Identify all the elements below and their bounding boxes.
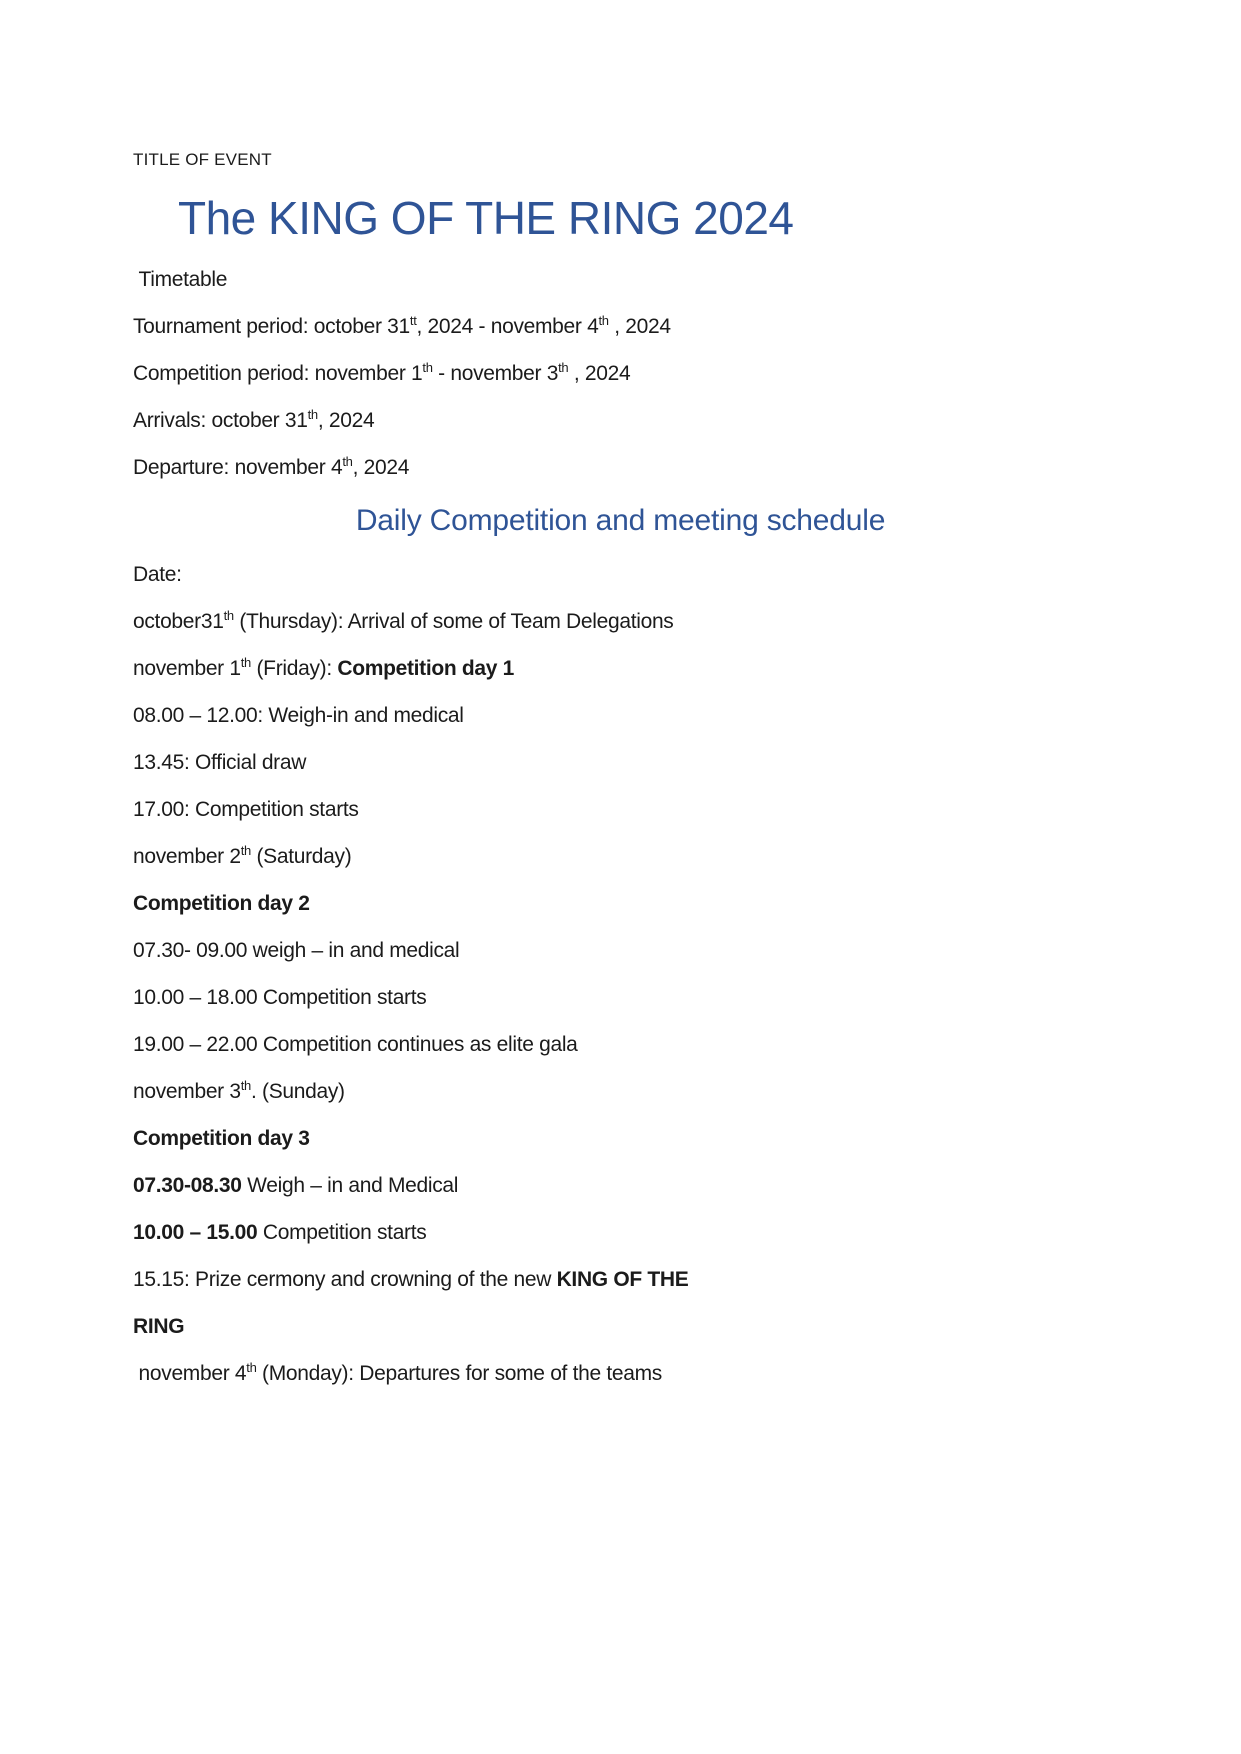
timetable-label xyxy=(133,266,1108,293)
day2-weighin-text: 07.30- 09.00 weigh – in and medical xyxy=(133,939,460,962)
nov4-departures-text: november 4 xyxy=(133,1362,247,1385)
competition-period-text: Competition period: november 1 xyxy=(133,362,423,385)
day2-weighin xyxy=(133,937,1108,964)
kicker xyxy=(133,150,1108,170)
departure-text: , 2024 xyxy=(352,456,410,479)
day2-title-text: Competition day 2 xyxy=(133,892,310,915)
nov1-header-text: th xyxy=(240,655,251,670)
tournament-period-text: th xyxy=(598,313,609,328)
nov3-header-text: november 3 xyxy=(133,1080,241,1103)
nov3-header-text: th xyxy=(240,1078,251,1093)
day3-prize-cont xyxy=(133,1313,1108,1340)
tournament-period-text: Tournament period: october 31 xyxy=(133,315,410,338)
day2-gala-text: 19.00 – 22.00 Competition continues as elite gala xyxy=(133,1033,578,1056)
day1-start-text: 17.00: Competition starts xyxy=(133,798,359,821)
departure-text: th xyxy=(342,454,353,469)
nov2-header-text: (Saturday) xyxy=(250,845,352,868)
nov1-header-text: november 1 xyxy=(133,657,241,680)
kicker-text: TITLE OF EVENT xyxy=(133,150,272,169)
nov3-header-text: . (Sunday) xyxy=(250,1080,345,1103)
departure xyxy=(133,454,1108,481)
day3-title xyxy=(133,1125,1108,1152)
arrivals xyxy=(133,407,1108,434)
day2-start xyxy=(133,984,1108,1011)
tournament-period-text: , 2024 - november 4 xyxy=(416,315,599,338)
tournament-period-text: tt xyxy=(409,313,417,328)
competition-period-text: th xyxy=(558,360,569,375)
nov1-header xyxy=(133,655,1108,682)
nov1-header-text: (Friday): xyxy=(250,657,338,680)
oct31-arrival xyxy=(133,608,1108,635)
nov4-departures-text: th xyxy=(246,1360,257,1375)
day2-title xyxy=(133,890,1108,917)
nov4-departures-text: (Monday): Departures for some of the teams xyxy=(256,1362,662,1385)
date-label xyxy=(133,561,1108,588)
day3-prize-text: KING OF THE xyxy=(556,1268,689,1291)
tournament-period-text: , 2024 xyxy=(608,315,671,338)
day1-weighin-text: 08.00 – 12.00: Weigh-in and medical xyxy=(133,704,464,727)
day3-prize xyxy=(133,1266,1108,1293)
tournament-period xyxy=(133,313,1108,340)
oct31-arrival-text: october31 xyxy=(133,610,224,633)
day3-start-text: 10.00 – 15.00 xyxy=(133,1221,258,1244)
day1-draw xyxy=(133,749,1108,776)
day1-draw-text: 13.45: Official draw xyxy=(133,751,307,774)
day3-start xyxy=(133,1219,1108,1246)
document-title xyxy=(133,190,1108,246)
day3-prize-text: 15.15: Prize cermony and crowning of the new xyxy=(133,1268,557,1291)
section-heading xyxy=(133,501,1108,541)
day2-start-text: 10.00 – 18.00 Competition starts xyxy=(133,986,427,1009)
nov2-header-text: th xyxy=(240,843,251,858)
nov3-header xyxy=(133,1078,1108,1105)
arrivals-text: Arrivals: october 31 xyxy=(133,409,308,432)
arrivals-text: th xyxy=(307,407,318,422)
departure-text: Departure: november 4 xyxy=(133,456,343,479)
arrivals-text: , 2024 xyxy=(317,409,375,432)
oct31-arrival-text: th xyxy=(223,608,234,623)
oct31-arrival-text: (Thursday): Arrival of some of Team Delegations xyxy=(233,610,674,633)
competition-period-text: , 2024 xyxy=(568,362,631,385)
nov2-header-text: november 2 xyxy=(133,845,241,868)
competition-period-text: - november 3 xyxy=(432,362,559,385)
nov1-header-text: Competition day 1 xyxy=(337,657,515,680)
day1-weighin xyxy=(133,702,1108,729)
document-title-text: The KING OF THE RING 2024 xyxy=(178,192,794,244)
section-heading-text: Daily Competition and meeting schedule xyxy=(355,504,886,537)
timetable-label-text: Timetable xyxy=(133,268,228,291)
day3-prize-cont-text: RING xyxy=(133,1315,185,1338)
day3-start-text: Competition starts xyxy=(257,1221,427,1244)
day3-title-text: Competition day 3 xyxy=(133,1127,310,1150)
nov2-header xyxy=(133,843,1108,870)
nov4-departures xyxy=(133,1360,1108,1387)
day1-start xyxy=(133,796,1108,823)
competition-period-text: th xyxy=(422,360,433,375)
day3-weighin xyxy=(133,1172,1108,1199)
competition-period xyxy=(133,360,1108,387)
date-label-text: Date: xyxy=(133,563,182,586)
day3-weighin-text: 07.30-08.30 xyxy=(133,1174,242,1197)
day2-gala xyxy=(133,1031,1108,1058)
day3-weighin-text: Weigh – in and Medical xyxy=(241,1174,459,1197)
